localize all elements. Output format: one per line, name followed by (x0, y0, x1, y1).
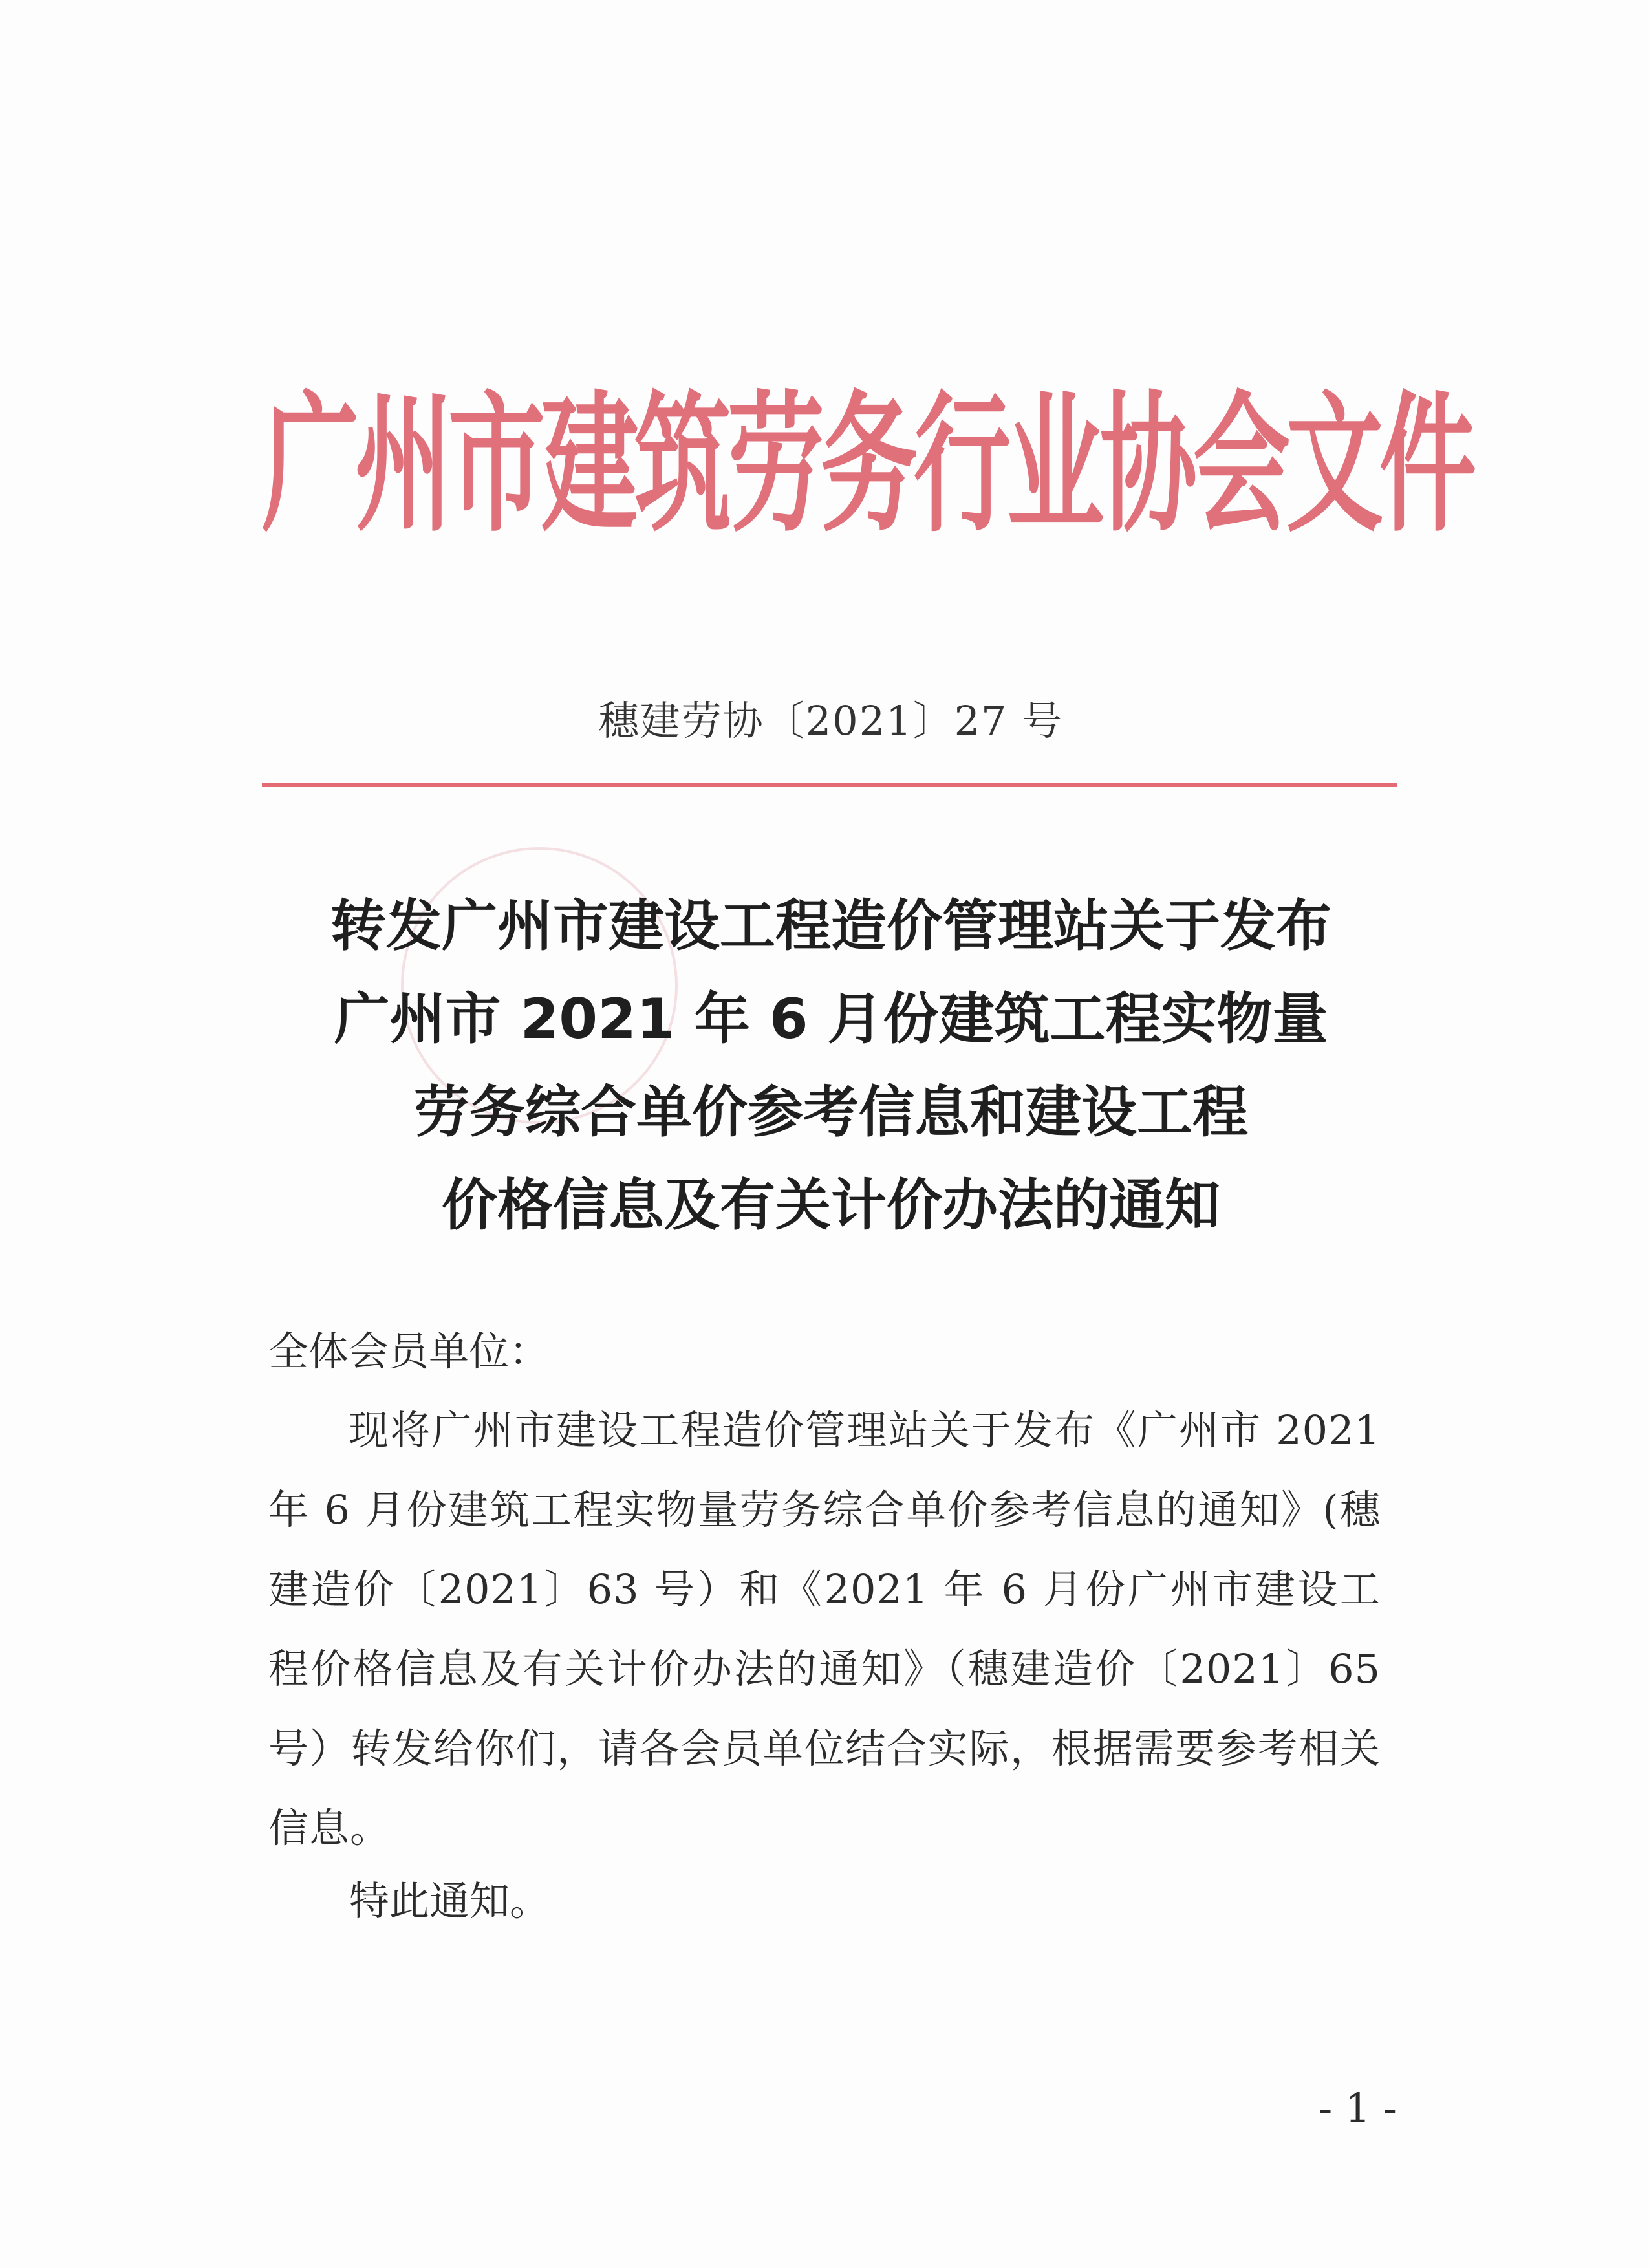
notice-title (262, 880, 1400, 1252)
title-line: 广州市 2021 年 6 月份建筑工程实物量 (334, 987, 1328, 1052)
document-number: 穗建劳协〔2021〕27 号 (598, 697, 1064, 744)
title-line: 价格信息及有关计价办法的通知 (442, 1173, 1220, 1238)
red-divider-rule (262, 783, 1397, 787)
title-line: 转发广州市建设工程造价管理站关于发布 (330, 894, 1331, 958)
title-line: 劳务综合单价参考信息和建设工程 (414, 1080, 1248, 1145)
page-number: - 1 - (1319, 2084, 1397, 2132)
org-document-header: 广州市建筑劳务行业协会文件 (262, 378, 1473, 553)
body-paragraph: 现将广州市建设工程造价管理站关于发布《广州市 2021 年 6 月份建筑工程实物量劳务综合单价参考信息的通知》(穗建造价〔2021〕63 号）和《2021 年 6 月份广州市建设工程价格信息及有关计价办法的通知》（穗建造价〔2021〕65 号）转发给你们，请各会员单位结合实际，根据需要参考相关信息。 (268, 1407, 1381, 1852)
closing-line: 特此通知。 (349, 1877, 550, 1925)
salutation: 全体会员单位： (268, 1328, 550, 1375)
